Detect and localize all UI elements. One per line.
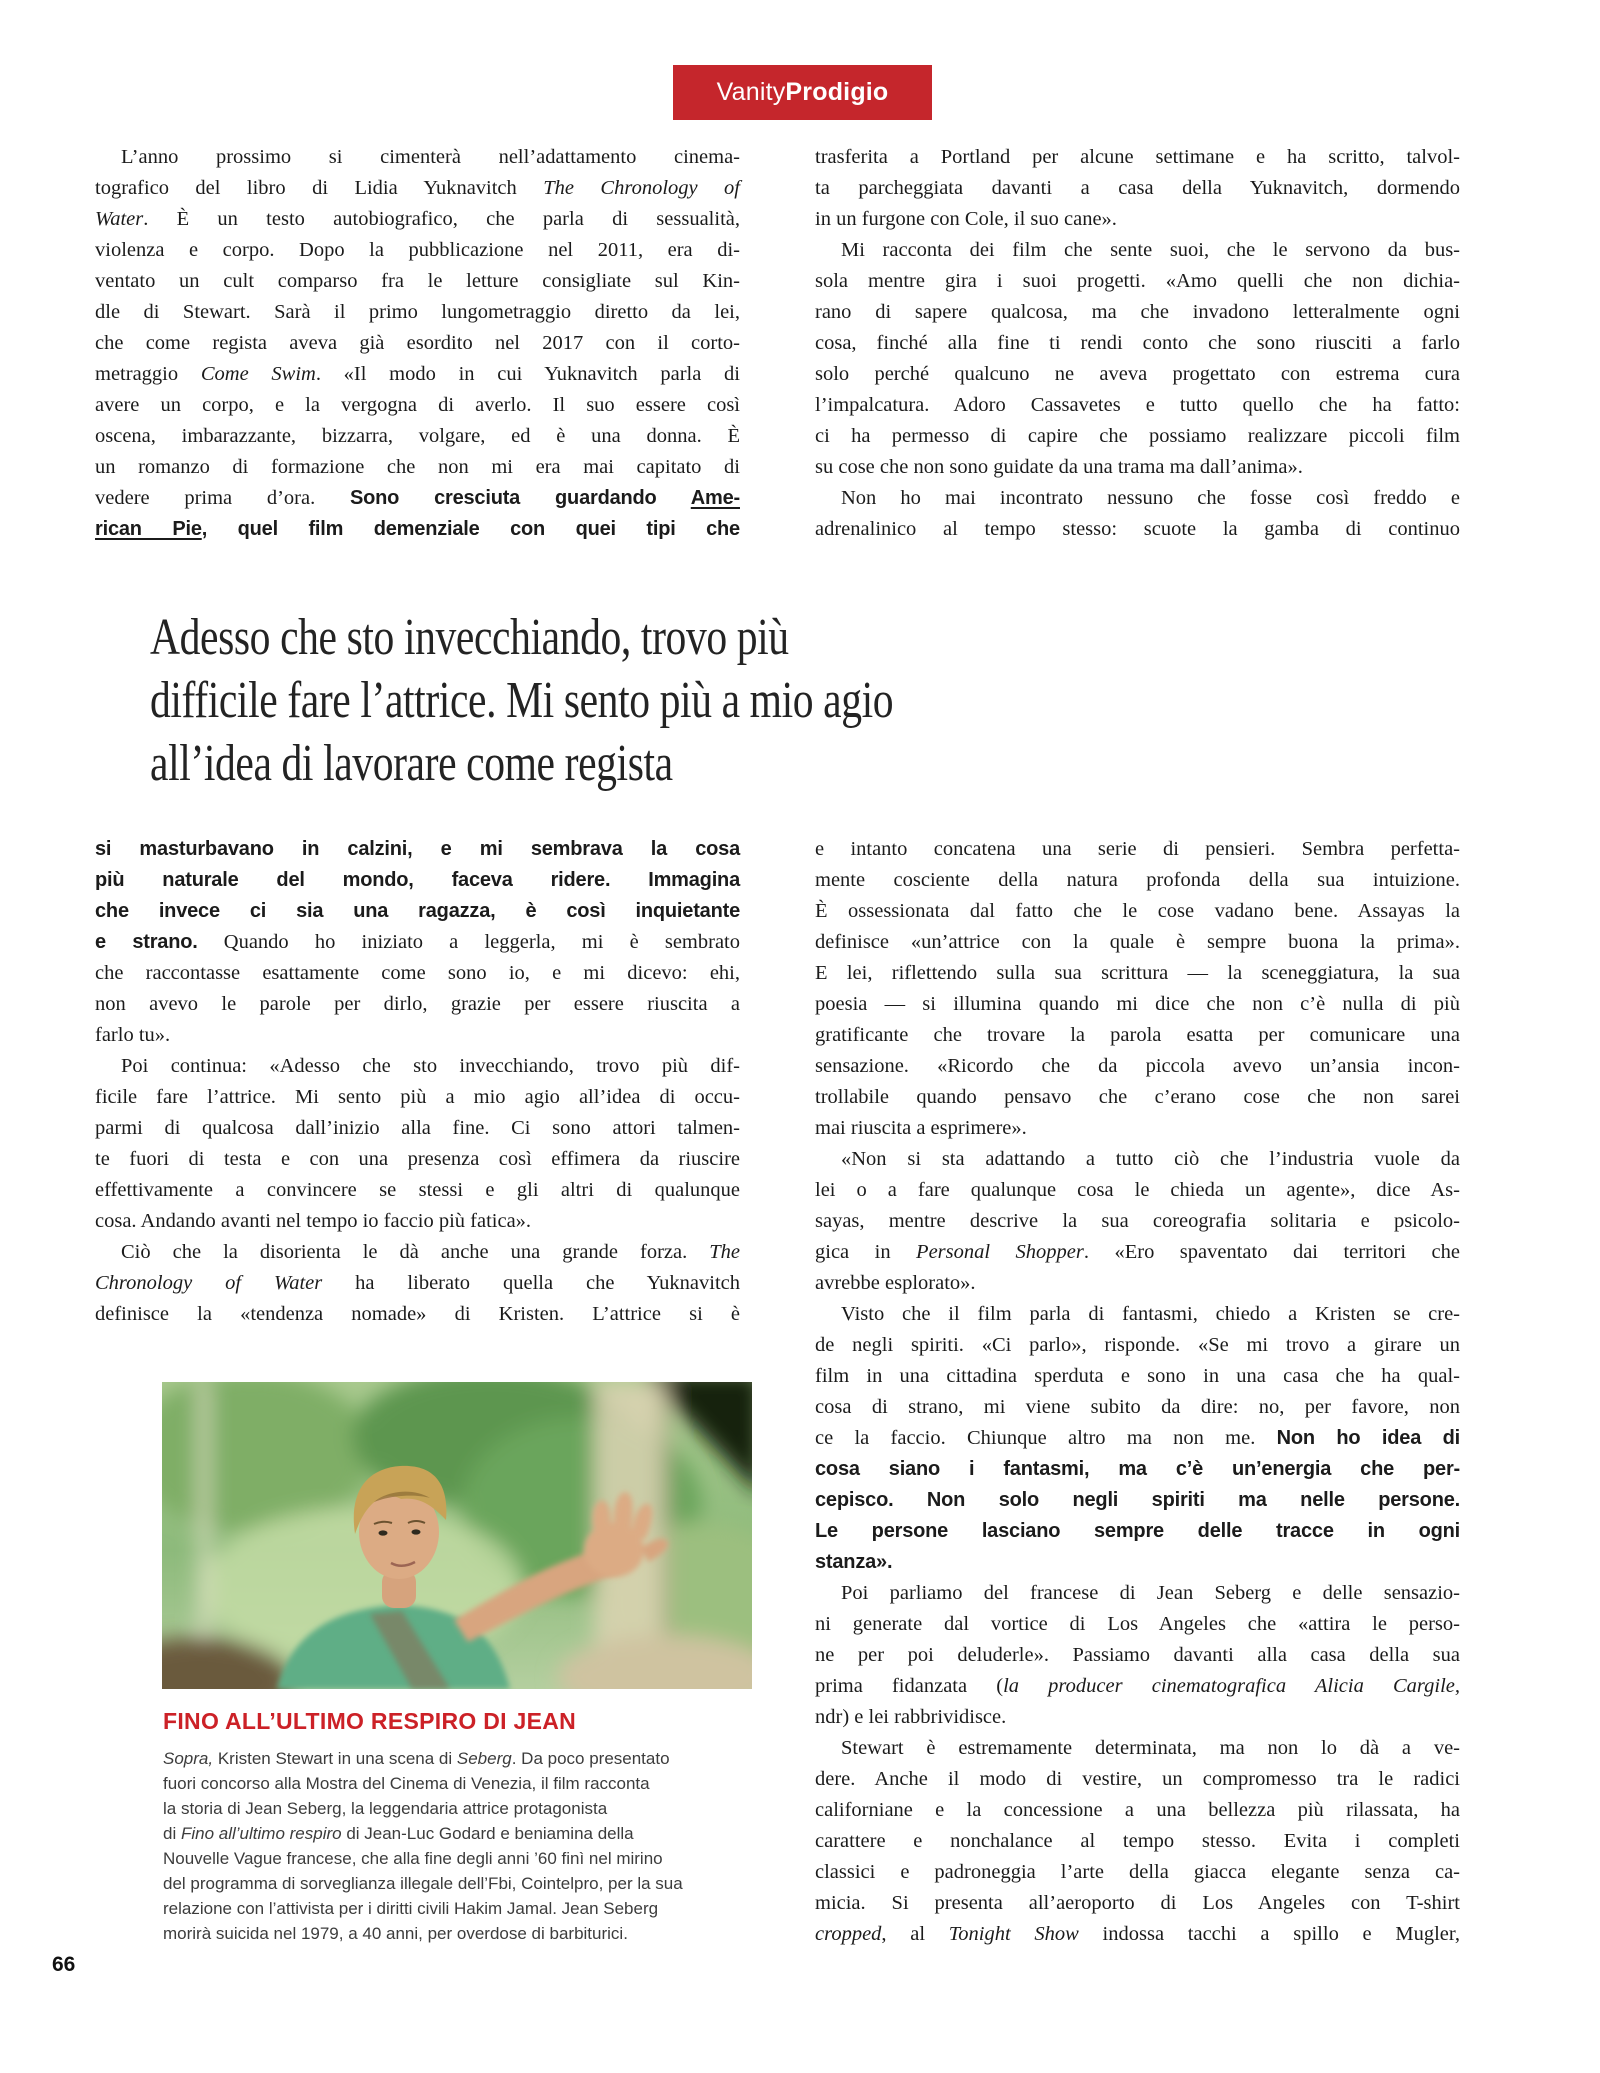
text-line: trollabile quando pensavo che c’erano cose che non sarei bbox=[815, 1086, 1460, 1108]
text-line: più naturale del mondo, faceva ridere. Immagina bbox=[95, 869, 740, 891]
text-line: su cose che non sono guidate da una trama ma dall’anima». bbox=[815, 456, 1303, 478]
text-line: tografico del libro di Lidia Yuknavitch The Chronology of bbox=[95, 177, 740, 199]
photo-illustration bbox=[162, 1382, 752, 1689]
text-line: ni generate dal vortice di Los Angeles che «attira le perso- bbox=[815, 1613, 1460, 1635]
text-line: sensazione. «Ricordo che da piccola avevo un’ansia incon- bbox=[815, 1055, 1460, 1077]
text-line: Nouvelle Vague francese, che alla fine degli anni ’60 finì nel mirino bbox=[163, 1849, 663, 1868]
text-line: parmi di qualcosa dall’inizio alla fine. Ci sono attori talmen- bbox=[95, 1117, 740, 1139]
text-line: cosa, finché alla fine ti rendi conto che sono riusciti a farlo bbox=[815, 332, 1460, 354]
text-line: te fuori di testa e con una presenza così effimera da riuscire bbox=[95, 1148, 740, 1170]
text-line: L’anno prossimo si cimenterà nell’adattamento cinema- bbox=[121, 146, 740, 168]
text-line: «Non si sta adattando a tutto ciò che l’industria vuole da bbox=[841, 1148, 1460, 1170]
text-line: gratificante che trovare la parola esatta per comunicare una bbox=[815, 1024, 1460, 1046]
text-line: gica in Personal Shopper. «Ero spaventato dai territori che bbox=[815, 1241, 1460, 1263]
text-line: ce la faccio. Chiunque altro ma non me. Non ho idea di bbox=[815, 1427, 1460, 1449]
text-line: avrebbe esplorato». bbox=[815, 1272, 976, 1294]
text-line: ventato un cult comparso fra le letture consigliate sul Kin- bbox=[95, 270, 740, 292]
pull-quote bbox=[150, 606, 1510, 795]
text-line: definisce la «tendenza nomade» di Kristen. L’attrice si è bbox=[95, 1303, 740, 1325]
text-line: sayas, mentre descrive la sua coreografia solitaria e psicolo- bbox=[815, 1210, 1460, 1232]
text-line: di Fino all’ultimo respiro di Jean-Luc Godard e beniamina della bbox=[163, 1824, 634, 1843]
text-line: ci ha permesso di capire che possiamo realizzare piccoli film bbox=[815, 425, 1460, 447]
text-line: film in una cittadina sperduta e sono in una casa che ha qual- bbox=[815, 1365, 1460, 1387]
eye-left bbox=[379, 1530, 388, 1535]
text-line: e strano. Quando ho iniziato a leggerla, mi è sembrato bbox=[95, 931, 740, 953]
caption-title: FINO ALL’ULTIMO RESPIRO DI JEAN bbox=[163, 1708, 577, 1734]
text-line: Visto che il film parla di fantasmi, chiedo a Kristen se cre- bbox=[841, 1303, 1460, 1325]
text-line: lei o a fare qualunque cosa le chieda un agente», dice As- bbox=[815, 1179, 1460, 1201]
text-line: vedere prima d’ora. Sono cresciuta guardando Ame- bbox=[95, 487, 740, 509]
text-line: l’impalcatura. Adoro Cassavetes e tutto quello che ha fatto: bbox=[815, 394, 1460, 416]
text-line: stanza». bbox=[815, 1551, 893, 1573]
text-line: che come regista aveva già esordito nel 2017 con il corto- bbox=[95, 332, 740, 354]
text-line: Water. È un testo autobiografico, che parla di sessualità, bbox=[95, 208, 740, 230]
text-line: morirà suicida nel 1979, a 40 anni, per overdose di barbiturici. bbox=[163, 1924, 628, 1943]
text-line: farlo tu». bbox=[95, 1024, 171, 1046]
text-line: ne per poi deluderle». Passiamo davanti alla casa della sua bbox=[815, 1644, 1460, 1666]
text-line: È ossessionata dal fatto che le cose vadano bene. Assayas la bbox=[815, 900, 1460, 922]
text-line: de negli spiriti. «Ci parlo», risponde. «Se mi trovo a girare un bbox=[815, 1334, 1460, 1356]
text-line: non avevo le parole per dirlo, grazie per essere riuscita a bbox=[95, 993, 740, 1015]
text-line: Chronology of Water ha liberato quella che Yuknavitch bbox=[95, 1272, 740, 1294]
text-line: Mi racconta dei film che sente suoi, che le servono da bus- bbox=[841, 239, 1460, 261]
article-column-left-bottom bbox=[95, 834, 740, 1330]
text-line: Stewart è estremamente determinata, ma non lo dà a ve- bbox=[841, 1737, 1460, 1759]
text-line: mente cosciente della natura profonda della sua intuizione. bbox=[815, 869, 1460, 891]
text-line: prima fidanzata (la producer cinematografica Alicia Cargile, bbox=[815, 1675, 1460, 1697]
text-line: micia. Si presenta all’aeroporto di Los Angeles con T-shirt bbox=[815, 1892, 1460, 1914]
section-badge bbox=[673, 65, 932, 120]
text-line: californiane e la concessione a una bellezza più rilassata, ha bbox=[815, 1799, 1460, 1821]
text-line: si masturbavano in calzini, e mi sembrava la cosa bbox=[95, 838, 740, 860]
text-line: cropped, al Tonight Show indossa tacchi a spillo e Mugler, bbox=[815, 1923, 1460, 1945]
text-line: la storia di Jean Seberg, la leggendaria attrice protagonista bbox=[163, 1799, 608, 1818]
text-line: cosa di strano, mi viene subito da dire: no, per favore, non bbox=[815, 1396, 1460, 1418]
text-line: in un furgone con Cole, il suo cane». bbox=[815, 208, 1117, 230]
text-line: che invece ci sia una ragazza, è così inquietante bbox=[95, 900, 740, 922]
caption-text bbox=[163, 1746, 763, 1946]
text-line: Poi parliamo del francese di Jean Seberg e delle sensazio- bbox=[841, 1582, 1460, 1604]
text-line: oscena, imbarazzante, bizzarra, volgare, ed è una donna. È bbox=[95, 425, 740, 447]
text-line: Sopra, Kristen Stewart in una scena di Seberg. Da poco presentato bbox=[163, 1749, 670, 1768]
text-line: un romanzo di formazione che non mi era mai capitato di bbox=[95, 456, 740, 478]
text-line: Le persone lasciano sempre delle tracce in ogni bbox=[815, 1520, 1460, 1542]
text-line: cosa siano i fantasmi, ma c’è un’energia che per- bbox=[815, 1458, 1460, 1480]
article-column-right-top bbox=[815, 142, 1460, 545]
text-line: difficile fare l’attrice. Mi sento più a mio agio bbox=[150, 672, 894, 729]
text-line: cosa. Andando avanti nel tempo io faccio più fatica». bbox=[95, 1210, 532, 1232]
badge-label-vanity: Vanity bbox=[716, 78, 786, 106]
text-line: cepisco. Non solo negli spiriti ma nelle persone. bbox=[815, 1489, 1460, 1511]
text-line: Poi continua: «Adesso che sto invecchiando, trovo più dif- bbox=[121, 1055, 740, 1077]
article-column-left-top bbox=[95, 142, 740, 545]
badge-label-prodigio: Prodigio bbox=[785, 78, 889, 106]
text-line: dle di Stewart. Sarà il primo lungometraggio diretto da lei, bbox=[95, 301, 740, 323]
article-column-right-bottom bbox=[815, 834, 1460, 1950]
text-line: Adesso che sto invecchiando, trovo più bbox=[150, 609, 789, 666]
text-line: fuori concorso alla Mostra del Cinema di Venezia, il film racconta bbox=[163, 1774, 650, 1793]
text-line: effettivamente a convincere se stessi e gli altri di qualunque bbox=[95, 1179, 740, 1201]
text-line: ta parcheggiata davanti a casa della Yuknavitch, dormendo bbox=[815, 177, 1460, 199]
text-line: poesia — si illumina quando mi dice che non c’è nulla di più bbox=[815, 993, 1460, 1015]
text-line: avere un corpo, e la vergogna di averlo. Il suo essere così bbox=[95, 394, 740, 416]
photo-caption bbox=[163, 1708, 763, 1946]
text-line: e intanto concatena una serie di pensieri. Sembra perfetta- bbox=[815, 838, 1460, 860]
text-line: trasferita a Portland per alcune settimane e ha scritto, talvol- bbox=[815, 146, 1460, 168]
text-line: dere. Anche il modo di vestire, un compromesso tra le radici bbox=[815, 1768, 1460, 1790]
text-line: ficile fare l’attrice. Mi sento più a mio agio all’idea di occu- bbox=[95, 1086, 740, 1108]
text-line: carattere e nonchalance al tempo stesso. Evita i completi bbox=[815, 1830, 1460, 1852]
text-line: violenza e corpo. Dopo la pubblicazione nel 2011, era di- bbox=[95, 239, 740, 261]
text-line: solo perché qualcuno ne aveva progettato con estrema cura bbox=[815, 363, 1460, 385]
text-line: Non ho mai incontrato nessuno che fosse così freddo e bbox=[841, 487, 1460, 509]
text-line: E lei, riflettendo sulla sua scrittura — la sceneggiatura, la sua bbox=[815, 962, 1460, 984]
text-line: del programma di sorveglianza illegale dell’Fbi, Cointelpro, per la sua bbox=[163, 1874, 683, 1893]
text-line: relazione con l’attivista per i diritti civili Hakim Jamal. Jean Seberg bbox=[163, 1899, 659, 1918]
text-line: rano di sapere qualcosa, ma che invadono letteralmente ogni bbox=[815, 301, 1460, 323]
text-line: mai riuscita a esprimere». bbox=[815, 1117, 1027, 1139]
text-line: rican Pie, quel film demenziale con quei tipi che bbox=[95, 518, 740, 540]
text-line: che raccontasse esattamente come sono io, e mi dicevo: ehi, bbox=[95, 962, 740, 984]
text-line: sola mentre gira i suoi progetti. «Amo quelli che non dichia- bbox=[815, 270, 1460, 292]
text-line: adrenalinico al tempo stesso: scuote la gamba di continuo bbox=[815, 518, 1460, 540]
text-line: Ciò che la disorienta le dà anche una grande forza. The bbox=[121, 1241, 740, 1263]
text-line: classici e padroneggia l’arte della giacca elegante senza ca- bbox=[815, 1861, 1460, 1883]
eye-right bbox=[412, 1529, 421, 1534]
text-line: definisce «un’attrice con la quale è sempre buona la prima». bbox=[815, 931, 1460, 953]
text-line: ndr) e lei rabbrividisce. bbox=[815, 1706, 1007, 1728]
text-line: all’idea di lavorare come regista bbox=[150, 735, 673, 792]
text-line: metraggio Come Swim. «Il modo in cui Yuknavitch parla di bbox=[95, 363, 741, 385]
photo-kristen-stewart-seberg bbox=[162, 1382, 752, 1689]
page-number: 66 bbox=[52, 1953, 76, 1976]
